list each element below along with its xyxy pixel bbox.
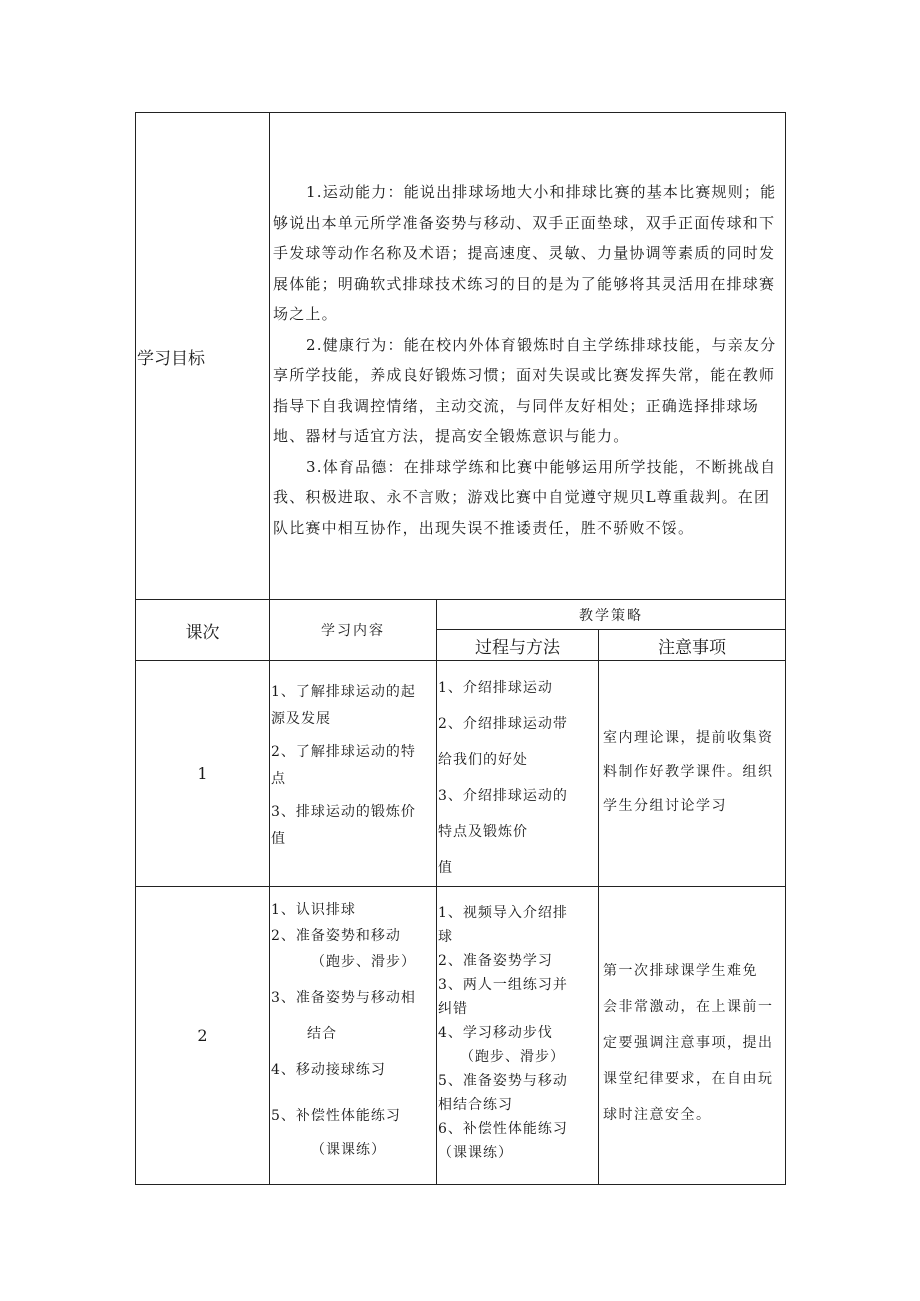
header-lesson: 课次 (136, 600, 270, 661)
notes-line: 室内理论课，提前收集资 (603, 730, 774, 746)
header-row-top (136, 600, 786, 630)
notes-line: 会非常激动，在上课前一 (603, 999, 774, 1015)
content-line: 结合 (307, 1026, 337, 1042)
method-line: 3、两人一组练习并 (438, 977, 568, 993)
lesson-method-cell (437, 887, 599, 1185)
content-line: 2、了解排球运动的特 (271, 744, 416, 760)
lesson-number: 1 (136, 661, 270, 887)
method-line: 2、介绍排球运动带 (438, 716, 568, 732)
goals-text (270, 113, 786, 600)
method-line: 值 (438, 860, 453, 876)
method-line: （课课练） (438, 1145, 513, 1161)
header-method: 过程与方法 (437, 630, 599, 661)
lesson-row-2 (136, 887, 786, 1185)
method-line: 纠错 (438, 1001, 468, 1017)
content-line: 3、准备姿势与移动相 (271, 990, 416, 1006)
goal-paragraph-3: 3.体育品德：在排球学练和比赛中能够运用所学技能，不断挑战自我、积极进取、永不言败；游戏比赛中自觉遵守规贝L尊重裁判。在团队比赛中相互协作，出现失误不推诿责任，胜不骄败不馁。 (273, 457, 777, 537)
lesson-method-cell (437, 661, 599, 887)
content-line: 点 (271, 771, 286, 787)
content-line: 4、移动接球练习 (271, 1062, 386, 1078)
content-line: 3、排球运动的锻炼价 (271, 804, 416, 820)
content-line: 2、准备姿势和移动 (271, 928, 401, 944)
method-line: （跑步、滑步） (460, 1049, 565, 1065)
header-strategy: 教学策略 (437, 600, 786, 630)
content-line: （跑步、滑步） (311, 954, 416, 970)
notes-line: 第一次排球课学生难免 (603, 963, 758, 979)
lesson-row-1 (136, 661, 786, 887)
method-line: 5、准备姿势与移动 (438, 1073, 568, 1089)
method-line: 相结合练习 (438, 1097, 513, 1113)
lesson-notes-cell (599, 887, 786, 1185)
lesson-plan-table (135, 112, 786, 1185)
notes-line: 料制作好教学课件。组织 (603, 764, 774, 780)
method-line: 2、准备姿势学习 (438, 953, 553, 969)
content-line: 1、认识排球 (271, 902, 356, 918)
method-line: 给我们的好处 (438, 752, 528, 768)
content-line: 值 (271, 831, 286, 847)
method-line: 特点及锻炼价 (438, 824, 528, 840)
notes-line: 球时注意安全。 (603, 1107, 712, 1123)
notes-line: 学生分组讨论学习 (603, 798, 727, 814)
content-line: 5、补偿性体能练习 (271, 1108, 401, 1124)
content-line: 1、了解排球运动的起 (271, 684, 416, 700)
goal-paragraph-2: 2.健康行为：能在校内外体育锻炼时自主学练排球技能，与亲友分享所学技能，养成良好锻炼习惯；面对失误或比赛发挥失常，能在教师指导下自我调控情绪，主动交流，与同伴友好相处；正确选择排球场地、器材与适宜方法，提高安全锻炼意识与能力。 (273, 335, 777, 445)
lesson-number: 2 (136, 887, 270, 1185)
lesson-notes-cell (599, 661, 786, 887)
notes-line: 课堂纪律要求，在自由玩 (603, 1071, 774, 1087)
method-line: 球 (438, 929, 453, 945)
method-line: 6、补偿性体能练习 (438, 1121, 568, 1137)
header-content: 学习内容 (270, 600, 437, 661)
lesson-content-cell (270, 661, 437, 887)
method-line: 3、介绍排球运动的 (438, 788, 568, 804)
method-line: 1、视频导入介绍排 (438, 905, 568, 921)
content-line: （课课练） (311, 1142, 386, 1158)
header-notes: 注意事项 (599, 630, 786, 661)
notes-line: 定要强调注意事项，提出 (603, 1035, 774, 1051)
lesson-content-cell (270, 887, 437, 1185)
method-line: 1、介绍排球运动 (438, 680, 553, 696)
goal-paragraph-1: 1.运动能力：能说出排球场地大小和排球比赛的基本比赛规则；能够说出本单元所学准备姿势与移动、双手正面垫球，双手正面传球和下手发球等动作名称及术语；提高速度、灵敏、力量协调等素质的同时发展体能；明确软式排球技术练习的目的是为了能够将其灵活用在排球赛场之上。 (273, 183, 777, 323)
content-line: 源及发展 (271, 711, 331, 727)
goals-row (136, 113, 786, 600)
method-line: 4、学习移动步伐 (438, 1025, 553, 1041)
goals-label: 学习目标 (136, 113, 270, 600)
